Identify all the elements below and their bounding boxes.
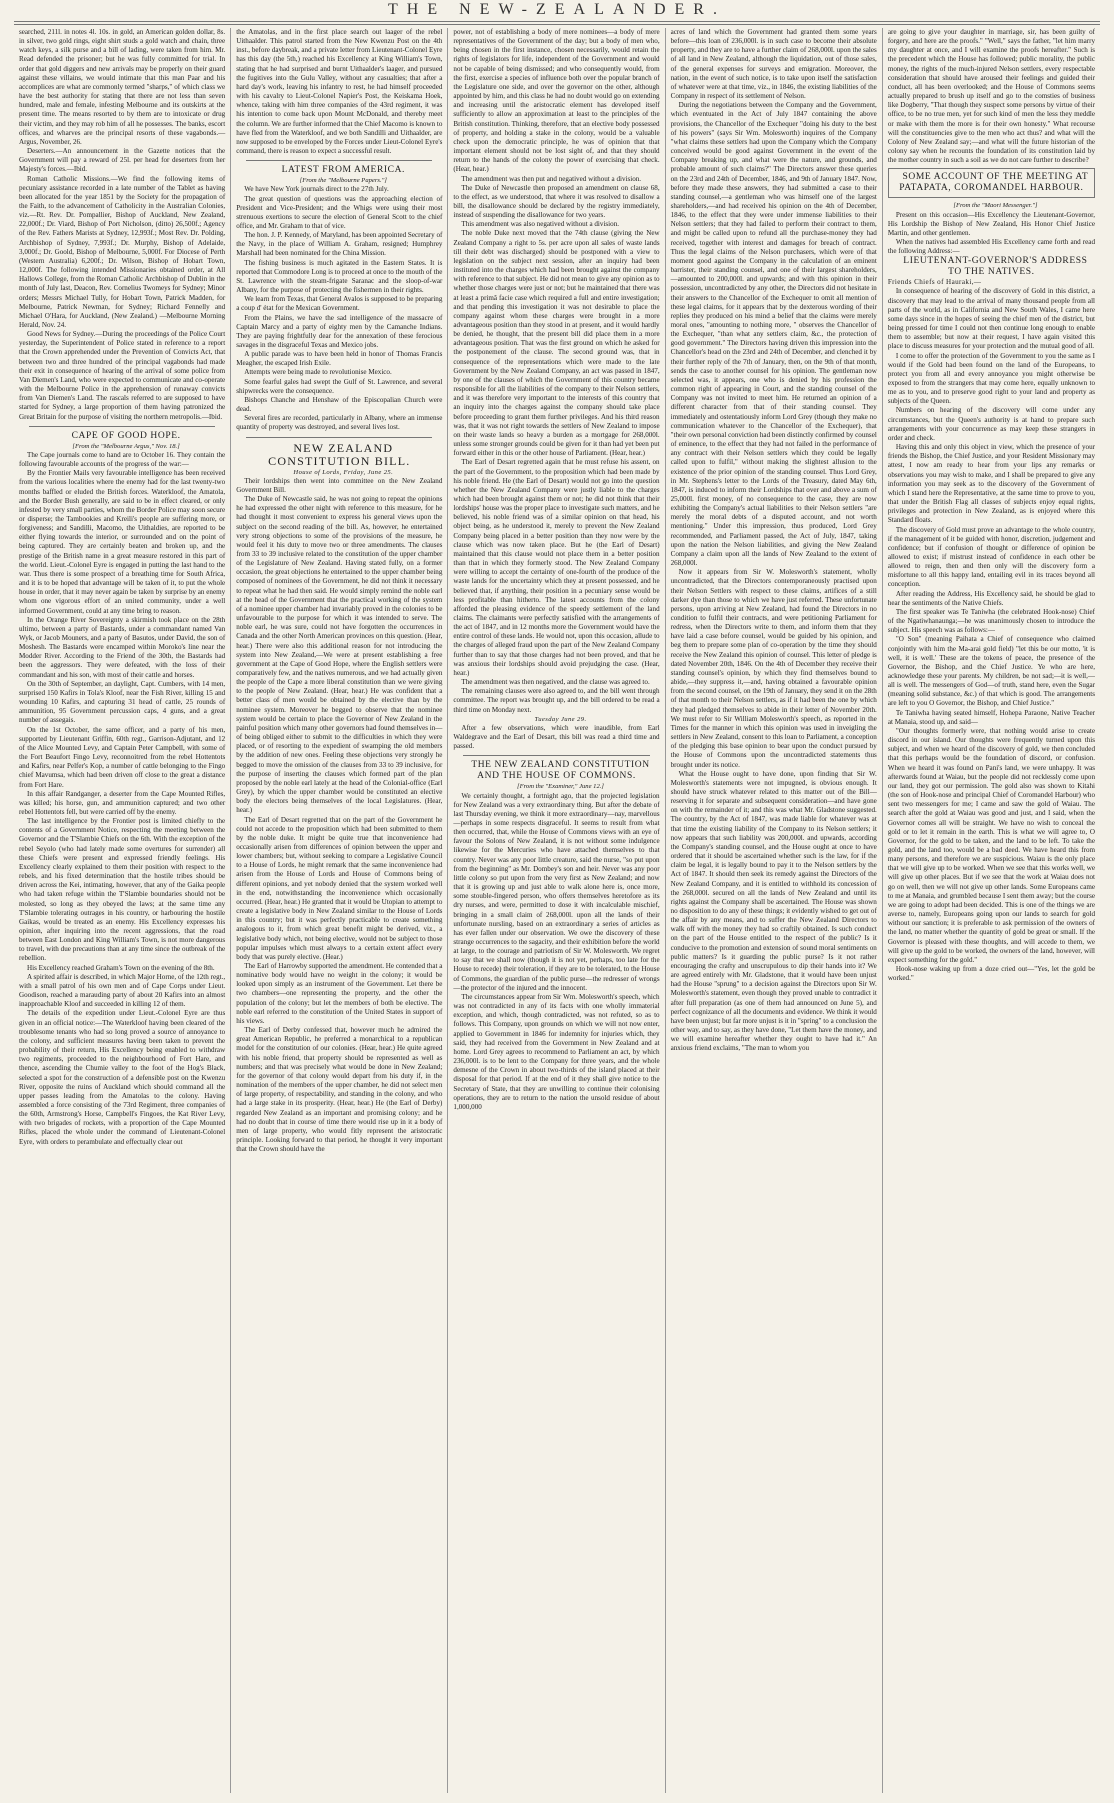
source-line: [From the "Examiner," June 12.] [517, 783, 604, 791]
section-heading: LIEUTENANT-GOVERNOR'S ADDRESS TO THE NATIVES. [903, 256, 1088, 278]
article-text: A spirited affair is described, in which Major Horne, of the 12th regt., with a small patrol of his own men and of Cape Corps under Lieut. Goodison, reached a marauding party of about 20 Kafirs into an almost inapproachable Kloof and succeeded in killing 12 of them. [19, 972, 226, 1009]
article-text: Te Taniwha having seated himself, Hohepa Paraone, Native Teacher at Manaia, stood up, and said— [887, 708, 1096, 726]
column-4 [666, 28, 883, 1793]
article-text: I come to offer the protection of the Government to you the same as I would if the Gold had been found on the land of the Europeans, to protect you from all and every annoyance you might otherwise be exposed to from the strangers that may come here, equally unknown to me as to you, and to preserve good right to your land and property as subjects of the Queen. [887, 351, 1096, 406]
article-text: searched, 211l. in notes 4l. 10s. in gold, an American golden dollar, 8s. in silver, two gold rings, eight shirt studs a gold watch and chain, three watch keys, a silk purse and a bill of lading, were taken from him. Mr. Read defended the prisoner; but he was fully committed for trial. In order that gold diggers and new arrivals may be properly on their guard against these villains, we would intimate that this man Paar and his accomplices are what are commonly termed "sharps," of which class we have the best authority for stating that there are not less than seven hundred, male and female, infesting Melbourne and its outskirts at the present time. The means resorted to by them are to intoxicate or drug their victim, and they may rob him of all he possesses. The banks, escort offices, and wharves are the principal resorts of these vagabonds.—Argus, November, 26. [19, 28, 226, 146]
salutation: Friends Chiefs of Hauraki,— [887, 278, 982, 287]
dateline: House of Lords, Friday, June 25. [293, 468, 394, 476]
article-text: The Duke of Newcastle then proposed an amendment on clause 68, to the effect, as we understood, that where it was resolved to disallow a bill, the disallowance should be declared by the registry immediately, instead of suspending the disallowance for two years. [453, 183, 660, 220]
article-text: This amendment was also negatived without a division. [461, 220, 620, 229]
dateline: Tuesday June 29. [534, 715, 587, 723]
article-text: We have New York journals direct to the 27th July. [244, 185, 389, 194]
column-3 [448, 28, 665, 1793]
section-heading: CAPE OF GOOD HOPE. [71, 430, 181, 441]
divider [29, 426, 215, 427]
divider [463, 755, 649, 756]
article-text: The Earl of Desart regretted that on the part of the Government he could not accede to the proposition which had been submitted to them by the noble duke. It might be quite true that inconvenience had occasionally arisen from differences of opinion between the upper and lower chambers; but, without seeking to compare a Legislative Council to a House of Lords, he might remark that the same inconvenience had arisen from the House of Lords and House of Commons being of different opinions, and yet nobody denied that the system worked well in the end, notwithstanding the inconvenience which occasionally occurred. (Hear, hear.) He granted that it would be Utopian to attempt to create a legislative body in New Zealand similar to the House of Lords in this country; but it was perfectly practicable to create something analogous to it, from which great benefit might be derived, viz., a legislative body which, not being elective, would not be subject to those popular impulses which must always to a certain extent affect every body that was purely elective. (Hear.) [236, 815, 443, 961]
article-text: The amendment was then put and negatived without a division. [461, 174, 642, 183]
article-text: Now it appears from Sir W. Molesworth's statement, wholly uncontradicted, that the Directors contemporaneously practised upon their Nelson Settlers with respect to these claims, artifices of a still darker dye than those to which we have just referred. These unfortunate persons, upon arriving at New Zealand, had found the Directors in no condition to fulfil their contracts, and were petitioning Parliament for redress, when the Directors write to them, and inform them that they have laid a case before counsel, would be guided by his opinion, and beg them to prepare some plan of co-operation by the time they should receive the New Zealand this opinion of counsel. This letter of pledge is dated November 20th, 1846. On the 4th of December they receive their standing counsel's opinion, by which they find themselves bound to abide,—they suppress it,—and, having obtained a favourable opinion from the second counsel, on the 19th of January, they send it on the 28th of that month to their Nelson settlers, as if it had been the one by which they had pledged themselves to abide in their letter of November 20th. We must refer to Sir William Molesworth's speech, as reported in the Times for the manner in which this opinion was used in inveigling the settlers in New Zealand, consent to this loan to Parliament, a conception of the pledging this base opinion to bear upon the conduct pursued by the House of Commons upon the uncontradicted statements thus brought under its notice. [670, 568, 877, 769]
article-text: The Earl of Harrowby supported the amendment. He contended that a nominative body would have no weight in the colony; it would be looked upon simply as an instrument of the Government. Let there be two chambers—one representing the property, and the other the population of the colony; but let the members of both be elective. The noble earl referred to the constitution of the United States in support of his views. [236, 962, 443, 1025]
article-text: The circumstances appear from Sir Wm. Molesworth's speech, which was not contradicted in any of its facts with one wholly immaterial exception, and which, though contradicted, was not refuted, so as to follows. This Company, upon grounds on which we will not now enter, applied to Government in 1846 for indemnity for injuries which, they said, they had received from the Government in New Zealand and at home. Lord Grey agrees to recommend to Parliament an act, by which 236,000l. is to be lent to the Company for three years, and the whole demesne of the Crown in about two-thirds of the island placed at their disposal for that period. If at the end of it they shall give notice to the Secretary of State, that they are unwilling to continue their colonising operations, they are to return to the nation the unsold residue of about 1,000,000 [453, 992, 660, 1111]
masthead-rule-2 [14, 24, 1100, 25]
article-text: The discovery of Gold must prove an advantage to the whole country, if the management of it be guided with honor, discretion, judgement and confidence; but if confusion of thought or difference of opinion be allowed to exist; if mistrust instead of confidence in each other be allowed to reign, then and then only will the discovery form a misfortune to all this happy land, entailing evil in its traces beyond all conception. [887, 525, 1096, 589]
article-text: The remaining clauses were also agreed to, and the bill went through committee. The report was brought up, and the bill ordered to be read a third time on Monday next. [453, 687, 660, 714]
article-text: We certainly thought, a fortnight ago, that the projected legislation for New Zealand was a very extraordinary thing. But after the debate of last Thursday evening, we think it more extraordinary—nay, marvellous—perhaps in some respects disgraceful. It seems to result from what then occurred, that, while the House of Commons views with an eye of favour the Solons of New Zealand, it is not without some indulgence likewise for the Mercuries who have attached themselves to that country. Never was any poor little creature, said the nurse, "so put upon from the beginning" as Mr. Dombey's son and heir. Never was any poor little colony so put upon from the very first as New Zealand; and now that it is growing up and just able to walk alone here is, once more, some stouble-fingered person, who offers themselves heretofore as its dry nurses, and were, permitted to dose it with incalculable mischief, bringing in a small claim of 268,000l. upon all the lands of their unfortunate nursling, based on an extraordinary a series of articles as has ever fallen under our observation. We owe the discovery of these strange occurrences to the sagacity, and their exhibition before the world at large, to the courage and patriotism of Sir W. Molesworth. We regret to say that we shall now (though it is not yet, perhaps, too late for the House to recede) their toleration, if they are to be tolerated, to the House of Commons, the guardian of the public purse—the redresser of wrongs—the protector of the injured and the innocent. [453, 791, 660, 992]
article-text: His Excellency reached Graham's Town on the evening of the 8th. [27, 963, 215, 972]
divider [246, 437, 432, 438]
section-heading: THE NEW ZEALAND CONSTITUTION AND THE HOUSE OF COMMONS. [471, 760, 650, 782]
article-text: On the 30th of September, an daylight, Capt. Cumbers, with 14 men, surprised 150 Kafirs in Tola's Kloof, near the Fish River, killing 15 and wounding 10 Kafirs, and capturing 31 head of cattle, 25 rounds of ammunition, 95 Government percussion caps, 4 guns, and a great number of assegais. [19, 679, 226, 725]
article-text: Several fires are recorded, particularly in Albany, where an immense quantity of property was destroyed, and several lives lost. [236, 414, 443, 432]
masthead: THE NEW-ZEALANDER. [388, 1, 726, 18]
article-text: On the 1st October, the same officer, and a party of his men, supported by Lieutenant Griffin, 60th regt., Garrison-Adjutant, and 12 of the Alice Mounted Levy, and Captain Peter Campbell, with some of the Fort Beaufort Fingo Levy, reconnoitred from the rebel Hottentots and Kafirs, near Pelfer's Kop, a number of cattle belonging to the Fingo chief Mavumsa, which had been driven off close to the great a distance from Fort Hare. [19, 725, 226, 789]
article-text: In the Orange River Sovereignty a skirmish took place on the 28th ultimo, between a party of Bastards, under a commandant named Van Wyk, or Jacob Mouners, and a party of Basutos, under David, the son of Moshesh. The Bastards were encamped within Moroko's line near the Modder River. According to the Friend of the 30th, the Bastards had been the aggressors. They were defeated, with the loss of their commandant and his son, with most of their cattle and horses. [19, 615, 226, 679]
source-line: [From the "Melbourne Argus," Nov. 18.] [72, 442, 180, 450]
article-text: The fishing business is much agitated in the Eastern States. It is reported that Commodore Long is to proceed at once to the mouth of the St. Lawrence with the steam-frigate Saranac and the sloop-of-war Albany, for the purpose of protecting the fishermen in their rights. [236, 258, 443, 295]
article-text: Numbers on hearing of the discovery will come under any circumstances, but the Queen's authority is at hand to prepare such arrangements with your concurrence as may keep these strangers in order and check. [887, 406, 1096, 442]
article-text: The Cape journals come to hand are to October 16. They contain the following favourable accounts of the progress of the war:— [19, 450, 226, 469]
article-text: In this affair Randganger, a deserter from the Cape Mounted Rifles, was killed; his horse, gun, and ammunition captured; and two other rebel Hottentots fell, but were carried off by the enemy. [19, 789, 226, 816]
article-text: The noble Duke next moved that the 74th clause (giving the New Zealand Company a right to 5s. per acre upon all sales of waste lands till their debt was discharged) should be postponed with a view to legislation on the subject next session, after an inquiry had been instituted into the charges which had been brought against the company with reference to that subject. He did not mean to give any opinion as to whether those charges were just or not; but he maintained that there was at least a primâ facie case which required a full and entire investigation; and that pending this investigation it was not desirable to place the company against whom these charges were brought in a more advantageous position than they stood in at present, and it would hardly be denied, he thought, that the present bill did place them in a more advantageous position. That was the first ground on which he asked for the postponement of the clause. The second ground was, that in consequence of the representations which were made to the late Government by the New Zealand Company, an act was passed in 1847, by one of the clauses of which the Government of this country became responsible for all the liabilities of the company to their Nelson settlers, and it was therefore very important to the interests of this country that an inquiry into the charges against the company should take place before proceeding to grant them further privileges. And his third reason was, that it was not right towards the settlers of New Zealand to impose on their waste lands so heavy a burden as a mortgage for 268,000l. unless some stronger grounds could be given for it than had yet been put forward either in this or the other house of Parliament. (Hear, hear.) [453, 229, 660, 458]
source-line: [From the "Melbourne Papers."] [299, 177, 387, 185]
article-text: A public parade was to have been held in honor of Thomas Francis Meagher, the escaped Irish Exile. [236, 350, 443, 368]
article-text: The Earl of Desart regretted again that he must refuse his assent, on the part of the Government, to the proposition which had been made by his noble friend. He (the Earl of Desart) would not go into the question whether the New Zealand Company were justly liable to the charges which had been brought against them or not; he did not think that their lordships' house was the proper place to investigate such matters, and he believed, his noble friend was of a similar opinion on that head, his object being, as he understood it, merely to prevent the New Zealand Company being placed in a better position than they now were by the clause which was now taken place. But he (the Earl of Desart) maintained that this clause would not place them in a better position than that in which they formerly stood. The New Zealand Company were willing to accept the certainty of one-fourth of the produce of the waste lands for the uncertainty which they at present possessed, and he believed that, if anything, their position in a pecuniary sense would be less profitable than hitherto. The latest accounts from the colony afforded the pleasing evidence of the speedy settlement of the land claims. The claimants were perfectly satisfied with the arrangements of the act of 1847, and in 12 months more the Government would have the entire control of these lands. He would not, upon this occasion, allude to the charges of alleged fraud upon the part of the New Zealand Company further than to say that those charges had not been proved, and that he was anxious their lordships should avoid prejudging the case. (Hear, hear.) [453, 458, 660, 677]
article-text: When the natives had assembled His Excellency came forth and read the following Address:— [887, 237, 1096, 256]
article-text: From the Plains, we have the sad intelligence of the massacre of Captain Marcy and a party of eighty men by the Camanche Indians. They are paying frightfully dear for the annexation of these ferocious savages in the disgraceful Texas and Mexico jobs. [236, 313, 443, 349]
article-text: Attempts were being made to revolutionise Mexico. [244, 368, 392, 377]
article-text: Bishops Chanche and Henshaw of the Episcopalian Church were dead. [236, 395, 443, 414]
article-text: are going to give your daughter in marriage, sir, has been guilty of forgery, and here are the proofs." "Well," says the father, "let him marry my daughter at once, and I will examine the proofs hereafter." Such is the precedent which the House has followed; public morality, the public money, the rights of the much-injured Nelson settlers, every respectable consideration that should have aroused their feelings and guided their conduct, all has been overlooked; and the House of Commons seems actually prepared to brush up itself and go to the comsties of business like Dogberry, "That though they suspect some persons by virtue of their office, to be no true men, yet for such kind of men the less they meddle or make with them the more is for their own honesty." What recourse will the constituencies give to the men who act thus? and what will the Colony of New Zealand say;—and what will the future historian of the colony say when he recounts the foundation of its constitution laid by the mother country in such a soil as we do not care further to describe? [887, 28, 1096, 165]
heading-box [888, 168, 1095, 198]
article-text: What the House ought to have done, upon finding that Sir W. Molesworth's statements were not impugned, is obvious enough. It should have struck whatever related to this matter out of the Bill—reserving it for separate and subsequent consideration—and have gone on with the remainder of it; and this was what Mr. Gladstone suggested. The country, by the Act of 1847, was made liable for whatever was at that time the existing liability of the Company to its Nelson settlers; it now appears that such liability was 200,000l. and upwards, according the Company's standing counsel, and the House ought at once to have ordered that it should be ascertained whether such is the law, for if the claim be legal, it is legally bound to pay it to the Nelson settlers by the Act of 1847. It should then seek its remedy against the Directors of the New Zealand Company, and it is entitled to withhold its concession of the 268,000l. secured on all the lands of New Zealand and until its rights against the Company shall be ascertained. The House was shown no disposition to do any of these things; it evidently wished to get out of the affair by any means, and to suffer the New Zealand Directors to walk off with the money they had so craftily obtained. Is such conduct on the part of the House entitled to the respect of the public? Is it conducive to the promotion and extension of sound moral sentiments on public matters? Is it guarding the public purse? Is it not rather encouraging the crafty and unscrupulous to dip their hands into it? We are agreed entirely with Mr. Gladstone, that it would have been unjust had the House "sprung" to a decision against the Directors upon Sir W. Molesworth's statement, even though they proved unable to contradict it after full preparation (as one of them had announced on June 5), and perfect cognizance of all the documents and evidence. We think it would have been unjust; but far more unjust is it in "spring" to a conclusion the other way, and to say, as they have done, "Let them have the money, and we will examine hereafter whether they ought to have had it." An anxious friend exclaims, "The man to whom you [670, 769, 877, 1053]
article-text: Their lordships then went into committee on the New Zealand Government Bill. [236, 476, 443, 494]
column-2 [231, 28, 448, 1793]
source-line: [From the "Maori Messenger."] [953, 202, 1038, 210]
article-text: acres of land which the Government had granted them some years before—this loan of 236,000l. is in such case to become their absolute property, and they are to have a further claim of 268,000l. upon the sales of all land in New Zealand, although the liquidation, out of those sales, of the general expenses for surveys and emigration. Moreover, the nation, in the event of such notice, is to take upon itself the satisfaction of whatever were at that time, viz., in 1846, the existing liabilities of the Company in respect of its settlement of Nelson. [670, 28, 877, 101]
section-heading: LATEST FROM AMERICA. [281, 165, 406, 176]
column-1 [14, 28, 231, 1793]
masthead-rule [14, 21, 1100, 22]
article-text: Deserters.—An announcement in the Gazette notices that the Government will pay a reward of 25l. per head for deserters from her Majesty's forces.—Ibid. [19, 147, 226, 174]
article-text: The hon. J. P. Kennedy, of Maryland, has been appointed Secretary of the Navy, in the place of William A. Graham, resigned; Humphrey Marshall had been nominated for the China Mission. [236, 231, 443, 258]
article-text: the Amatolas, and in the first place search out laager of the rebel Uithaalder. This patrol started from the New Kwenzu Post on the 4th inst., before daybreak, and a private letter from Lieutenant-Colonel Eyre has this day (the 5th,) reached his Excellency at King William's Town, stating that he had surprised and burnt Uithaalder's laager, and pursued the fugitives into the Gulu Valley, without any casualties; that after a hard day's work, leaving his infantry to rest, he had himself proceeded with his cavalry to Lieut-Colonel Napier's Post, the Keiskama Hoek, whence, taking with him three companies of the 43rd regiment, it was his intention to come back upon Mount McDonald, and thereby meet the column. We are further informed that the Chief Macomo is known to have fled from the Waterkloof, and we both Sandilli and Uithaalder, are now supposed to be enveloped by the Forces under Lieut-Colonel Eyre's command, there is reason to expect a successful result. [236, 28, 443, 156]
article-text: In consequence of hearing of the discovery of Gold in this district, a discovery that may lead to the arrival of many thousand people from all parts of the world, as in California and New South Wales, I came here some days since in the hopes of seeing the chief men of the district, but being pressed for time I could not then continue long enough to enable them to assemble; but now at their request, I have again visited this place to discuss measures for your protection and the mutual good of all. [887, 287, 1096, 351]
article-text: The details of the expedition under Lieut.-Colonel Eyre are thus given in an official notice:—The Waterkloof having been cleared of the troublesome tenants who had so long proved a source of annoyance to the colony, and sufficient measures having been taken to prevent the probability of their return, His Excellency being enabled to withdraw two regiments, proceeded to the neighbourhood of Fort Hare, and thence, ascending the Chumie valley to the foot of the Hog's Black, selected a spot for the construction of a defensible post on the Kwenzu River, opposite the ruins of Auckland which should command all the upper passes leading from the Amatolas to the colony. Having assembled a force consisting of the 73rd Regiment, three companies of the 60th, Armstrong's Horse, Campbell's Fingoes, the Kat River Levy, with two brigades of rockets, with a proportion of the Cape Mounted Rifles, placed the whole under the command of Lieutenant-Colonel Eyre, with orders to perambulate and effectually clear out [19, 1009, 226, 1146]
divider [246, 160, 432, 161]
article-text: "O Son" (meaning Paihata a Chief of consequence who claimed conjointly with him the Ma-arai gold field) "let this be our motto, 'it is well, it is well.' These are the tokens of peace, the presence of the Governor, the Bishop, and the Chief Justice. Ye who are here, acknowledge these your parents. My children, be not sad;—it is well,—all is well. The messengers of God—of truth, stand here, even the Sugar (meaning solid substance, &c.) of that which is good. The arrangements are left to you O Governor, the Bishop, and Chief Justice." [887, 635, 1096, 708]
section-heading: SOME ACCOUNT OF THE MEETING AT PATAPATA, COROMANDEL HARBOUR. [899, 172, 1089, 194]
article-text: Having this and only this object in view, which the presence of your friends the Bishop, the Chief Justice, and your Resident Missionary may attest, I now am ready to hear from your lips any remarks or observations you may wish to make, and I shall be prepared to give any information you may seek as to the discovery of the Government of which I stand here the Representative, at the same time to prove to you, that under the British Flag all classes of subjects enjoy equal rights, privileges and protection in New Zealand, as is enjoyed where this Standard floats. [887, 443, 1096, 525]
article-text: Hook-nose waking up from a doze cried out—"Yes, let the gold be worked." [887, 965, 1096, 983]
article-text: Some fearful gales had swept the Gulf of St. Lawrence, and several shipwrecks were the consequence. [236, 377, 443, 395]
article-text: Good News for Sydney.—During the proceedings of the Police Court yesterday, the Superintendent of Police stated in reference to a report that the Crown apprehended under the Prevention of Convicts Act, that between two and three hundred of the principal vagabonds had made their exit in consequence of hearing of the arrival of some police from Van Diemen's Land, who were expected to communicate and co-operate with the Melbourne Police in the apprehension of runaway convicts from Van Diemen's Land. The rascals referred to are supposed to have started for Sydney, a large proportion of them having patronized the Great Britain for the purpose of visiting the northern metropolis.—Ibid. [19, 330, 226, 421]
article-text: After a few observations, which were inaudible, from Earl Waldegrave and the Earl of Desart, this bill was read a third time and passed. [453, 723, 660, 751]
article-text: After reading the Address, His Excellency said, he should be glad to hear the sentiments of the Native Chiefs. [887, 589, 1096, 607]
article-text: The Earl of Derby confessed that, however much he admired the great American Republic, he preferred a monarchical to a republican model for the constitution of our colonies. (Hear, hear.) He quite agreed with his noble friend, that property should be represented as well as numbers; and that was precisely what would be done in New Zealand; for the governor of that colony would depart from his duty if, in the nomination of the members of the upper chamber, he did not select men of large property, of respectability, and standing in the colony, and who had a large stake in its prosperity. (Hear, hear.) He (the Earl of Derby) regarded New Zealand as an important and promising colony; and he had no doubt that in course of time there would rise up in it a body of men of large property, who would fitly represent the aristocratic principle. Looking forward to that period, he thought it very important that the Crown should have the [236, 1026, 443, 1154]
article-text: The amendment was then negatived, and the clause was agreed to. [461, 678, 650, 687]
article-text: The last intelligence by the Frontier post is limited chiefly to the contents of a Government Notice, respecting the meeting between the Governor and the T'Slambie Chiefs on the 6th. With the exception of the rebel Seyolo (who had lately made some overtures for surrender) all these Chiefs were present and expressed friendly feelings. His Excellency clearly explained to them their position with respect to the rebels, and his fixed determination that the hostile tribes should be driven across the Kei, intimating, however, that any of the Gaika people who had taken refuge within the T'Slambie boundaries should not be molested, so long as they obeyed the laws; at the same time any T'Slambie tolerating outrages in his country, or harbouring the hostile Gaikas, would be treated as an enemy. His Excellency expresses his opinion, after inquiring into the recent aggressions, that the road between East London and King William's Town, is not more dangerous to travel, with due precautions than at any time since the outbreak of the rebellion. [19, 817, 226, 963]
article-text: Present on this occasion—His Excellency the Lieutenant-Governor, His Lordship the Bishop of New Zealand, His Honor Chief Justice Martin, and other gentlemen. [887, 210, 1096, 237]
article-text: The Duke of Newcastle said, he was not going to repeat the opinions he had expressed the other night with reference to this measure, for he had thought it most convenient to express his general views upon the subject on the second reading of the bill. As, however, he entertained very strong objections to some of the provisions of the measure, he would feel it his duty to move two or three amendments. The clauses from 33 to 39 inclusive related to the constitution of the upper chamber of the Legislature of New Zealand. Having stated fully, on a former occasion, the great objections he entertained to the upper chamber being composed of nominees of the Government, he did not think it necessary to repeat what he had then said. He would simply remind the noble earl at the head of the Government that the practical working of the system of a nominee upper chamber had invariably proved in the colonies to be unfavourable to the purpose for which it was intended to serve. The noble earl, he was sure, could not have forgotten the occurrences in Canada and the other North American provinces on this question. (Hear, hear.) There were also this additional reason for not introducing the system into New Zealand,—We were at present establishing a free government at the Cape of Good Hope, where the English settlers were comparatively few, and the natives numerous, and we had actually given the people of the Cape a more liberal constitution than we were giving to the people of New Zealand. (Hear, hear.) He was confident that a better class of men would be obtained by the elective than by the nominee system. Moreover he begged to observe that the nominee system would be certain to place the Governor of New Zealand in the painful position which many other governors had found themselves in—of being obliged either to submit to the difficulties in which they were placed, or of resorting to the expedient of swamping the old members by the addition of new ones. Feeling these objections very strongly he begged to move the omission of the clauses from 33 to 39 inclusive, for the purpose of inserting the clauses which formed part of the plan proposed by the noble earl lately at the head of the Colonial-office (Earl Grey), by which the upper chamber would be constituted an elective body the electors being themselves of the local Legislatures. (Hear, hear.) [236, 495, 443, 815]
article-text: We learn from Texas, that General Avalos is supposed to be preparing a coup d' état for the Mexican Government. [236, 295, 443, 313]
article-text: "Our thoughts formerly were, that nothing would arise to create discord in our island. Our thoughts were frequently turned upon this subject, and when we heard of the discovery of gold, we then concluded that this perhaps would be the foundation of discord, or confusion. When we heard it was found on Pani's land, we were unhappy. It was afterwards found at Waiau, but the people did not recklessly come upon our land, they got our permission. The gold also was shown to Kitahi (the son of Hook-nose and principal Chief of Coromandel Harbour) who sent two messengers for me; I came and saw the gold of Waiau. The search after the gold at Waiau was good and just, and I said, when the Governor comes all will be straight. We have no wish to conceal the gold or to let it remain in the earth. This is what we will agree to, O Governor, for the gold to be taken, and the land to be left. To take the gold, and the land too, would be a bad deed. We have heard this from many persons, and therefore we are suspicious. Waiau is the only place that we will give up to be worked. When we see that this works well, we will give up other places. But if we see that the work at Waiau does not go on well, then we will not give up other lands. Some Europeans came to me at Manaia, and grumbled because I sent them away; but the course we are going to adopt had been decided. This is one of the things we are averse to, namely, Europeans going upon our lands to search for gold without our sanction; it is preferable to ask permission of the owners of the land, no matter whether the quantity of gold be great or small. If the Governor is pleased with these thoughts, and will accede to them, we will give up the gold to be worked, the owners of the land, however, will expect something for the gold." [887, 726, 1096, 964]
article-text: By the Frontier Mails very favourable intelligence has been received from the various localities where the enemy had for the last twenty-two months baffled or eluded the British forces. Waterkloof, the Amatola, and the Border Bush generally, are said to be in effect cleared, or only infested by very small parties, whom the Border Police may soon secure or disperse; the Tambookies and Kreili's people are suffering more, or forgiveness; and Sandilli, Macomo, the Uithaldies, are reported to be either flying towards the interior, or surrounded and on the point of being captured. They are certainly beaten and broken up, and the prestige of the British name in a great measure restored in this part of the world. Lieut.-Colonel Eyre is engaged in putting the last hand to the war. Thus there is some prospect of a breathing time for South Africa, and it is to be hoped that advantage will be taken of it, to put the whole house in order, that it may never again be taken by surprise by an enemy whom one vigorous effort of an united community, under a well informed Government, could at any time bring to reason. [19, 469, 226, 615]
column-5 [883, 28, 1100, 1793]
section-heading: NEW ZEALAND CONSTITUTION BILL. [268, 440, 411, 468]
article-text: The great question of questions was the approaching election of President and Vice-President; and the Whigs were using their most strenuous exertions to secure the election of General Scott to the chief office, and Mr. Graham to that of vice. [236, 194, 443, 230]
article-text: During the negotiations between the Company and the Government, which eventuated in the Act of July 1847 containing the above provisions, the Chancellor of the Exchequer "doing his duty to the best of his powers" (says Sir Wm. Molesworth) inquires of the Company "what claims these settlers had upon the Company which the Company conceived would be good against Government in the event of the Company breaking up, and what were the nature, and grounds, and probable amount of such claims?" The Directors answer these queries on the 23rd and 24th of December, 1846, and 9th of January 1847. Now, before they made these answers, they had submitted a case to their standing counsel,—a gentleman who was himself one of the largest shareholders,—and had received his opinion on the 4th of December, 1846, to the effect that they were under immense liabilities to their Nelson settlers; that they had failed to perform their contract to them, and might be called upon to refund all the purchase-money they had received, together with interest and damages for breach of contract. Thus the legal claims of the Nelson purchasers, which were of that moment good against the Company in the calculation of an eminent barrister, their standing counsel, and one of their largest shareholders, —amounted to 200,000l. and upwards; and with this opinion in their possession, uncontradicted by any other, the Directors did not hesitate in their answers to the Chancellor of the Exchequer to omit all mention of these legal claims, for it appears that by the dexterous wording of their replies they produced on his mind a belief that the claims were merely moral ones, "amounting to nothing more, " observes the Chancellor of the Exchequer, "than what any settlers claim, &c., the protection of good government." The Directors having driven this impression into the Chancellor's head on the 23rd and 24th of December, and clenched it by their further reply of the 7th of January, then, on the 9th of that month, sends the case to another counsel for his opinion. The gentleman now selected was, it appears, one who is denied by his profession the common right of appearing in Court, and the standing counsel of the Company was not invited to meet him. He returned an opinion of a different character from that of their standing counsel. They immediately and ostentatiously inform Lord Grey (though they make no communication whatever to the Chancellor of the Exchequer), that "their own personal conviction had been distinctly confirmed by counsel of eminence, to the effect that they had not failed in the performance of any contract with their Nelson settlers which they could be legally called upon to fulfil," without making the slightest allusion to the existence of the prior opinion of the standing counsel. Thus Lord Grey, in Mr. Stephens's letter to the Lords of the Treasury, dated May 6th, 1847, is induced to inform their Lordships that over and above a sum of 25,000l. first money, of no consequence to the case, they are now exhibiting the Company's actual liabilities to their Nelson settlers "are merely the moral debts of a disputed account, and not worth mentioning." Under this impression, thus produced, Lord Grey recommended, and Parliament passed, the Act of July, 1847, taking upon the nation the Nelson liabilities, and giving the New Zealand Company a claim upon all the lands of New Zealand to the extent of 268,000l. [670, 101, 877, 568]
article-text: Roman Catholic Missions.—We find the following items of pecuniary assistance recorded in a late number of the Tablet as having been allocated for the year 1851 by the Society for the propagation of the Faith, to the advancement of Catholicity in the Australian Colonies, viz.—Rt. Rev. Dr. Pompallier, Bishop of Auckland, New Zealand, 22,000f.; Dr. Viard, Bishop of Port Nicholson, (ditto) 26,500f.; Agency of the Rev. Fathers Marists at Sydney, 12,993f.; Most Rev. Dr. Polding, Archbishop of Sydney, 7,993f.; Dr. Murphy, Bishop of Adelaide, 3,000f.; Dr. Goold, Bishop of Melbourne, 5,000f. For Diocese of Perth (Western Australia) 6,200f.; Dr. Wilson, Bishop of Hobart Town, 12,000f. The following intended Missionaries obtained order, at All Hallows College, from the Roman Catholic Archbishop of Dublin in the month of July last, Deacon, Rev. Cornelius Twomeys for Sydney; Minor orders; Messrs Michael Tully, for Hobart Town, Patrick Madden, for Melbourne, Patrick Newman, for Sydney; Richard Fennelly and Michael O'Hara, for Auckland, (New Zealand.) —Melbourne Morning Herald, Nov. 24. [19, 174, 226, 329]
columns [14, 28, 1100, 1793]
article-text: power, not of establishing a body of mere nominees—a body of mere representatives of the Government of the day; but a body of men who, being chosen in the first instance, chosen necessarily, would retain the rights of legislators for life, independent of the Government and would not be capable of being dismissed; and who consequently would, from the first, exercise a species of influence both over the popular branch of the Legislature one side, and over the governor on the other, although appointed by him, and this class he had no doubt would go on extending and increasing until the aristocratic element has developed itself sufficiently to allow an approximation at least to the principles of the British constitution. Thinking, therefore, that an elective body possessed of property, and holding a stake in the colony, would be a valuable check upon the democratic principle, he was of opinion that that important element should not be lost sight of, and that they should return to the hands of the colony the power of exercising that check. (Hear, hear.) [453, 28, 660, 174]
article-text: The first speaker was Te Taniwha (the celebrated Hook-nose) Chief of the Ngatiwhanaunga;—he was unanimously chosen to introduce the subject. His speech was as follows:— [887, 607, 1096, 635]
